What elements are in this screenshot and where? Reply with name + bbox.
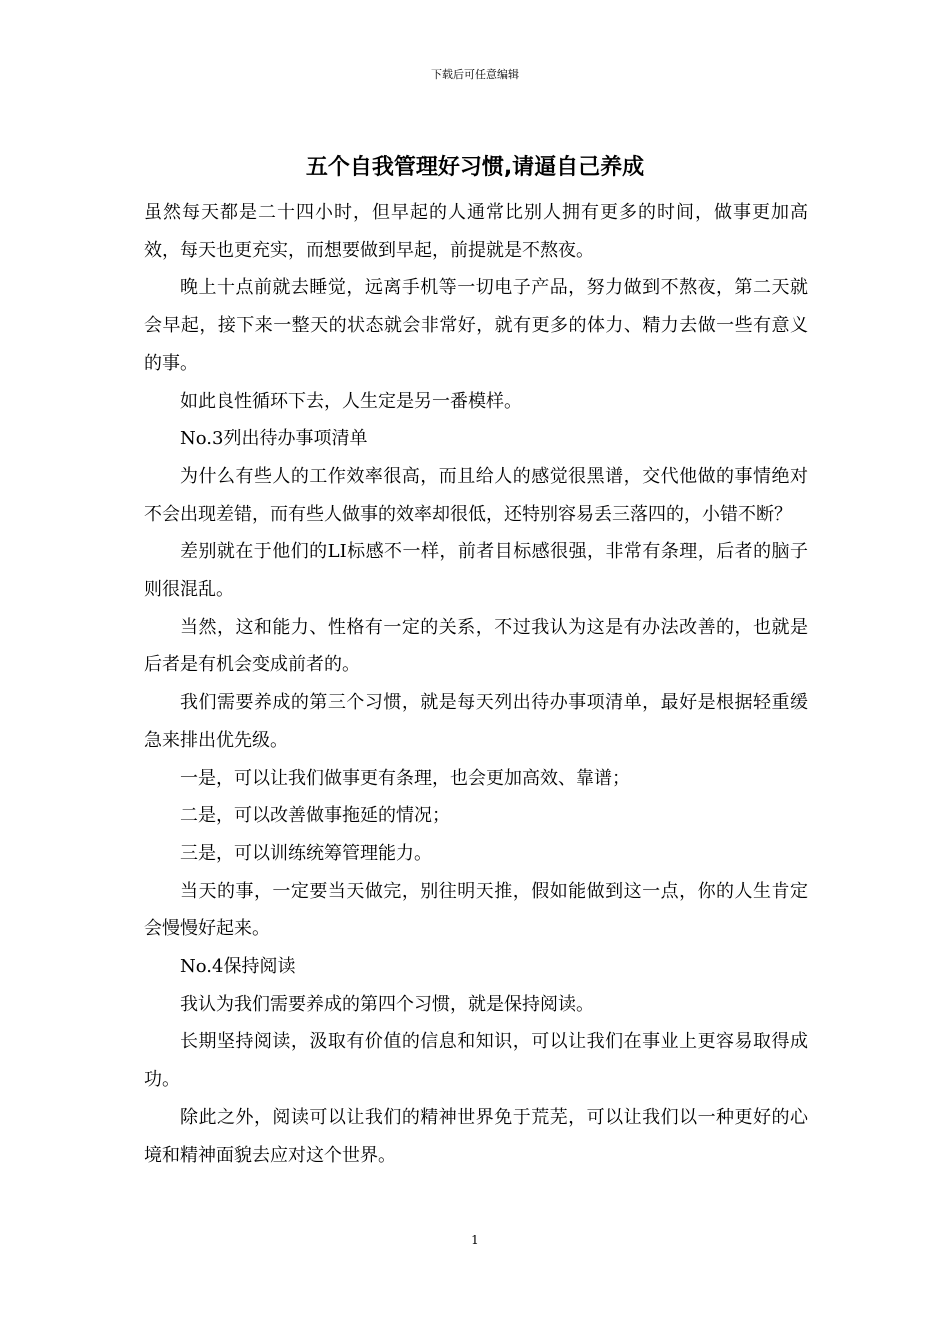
paragraph: 长期坚持阅读，汲取有价值的信息和知识，可以让我们在事业上更容易取得成功。 — [144, 1031, 808, 1091]
paragraph: 当天的事，一定要当天做完，别往明天推，假如能做到这一点，你的人生肯定会慢慢好起来。 — [144, 880, 808, 940]
document-title: 五个自我管理好习惯,请逼自己养成 — [305, 155, 645, 180]
list-item: 三是，可以训练统筹管理能力。 — [180, 842, 432, 864]
page-number: 1 — [471, 1233, 479, 1247]
paragraph: 我认为我们需要养成的第四个习惯，就是保持阅读。 — [180, 993, 594, 1015]
list-item: 一是，可以让我们做事更有条理，也会更加高效、靠谱； — [180, 767, 630, 789]
paragraph: 当然，这和能力、性格有一定的关系，不过我认为这是有办法改善的，也就是后者是有机会变成前者的。 — [144, 616, 808, 676]
section-heading-no4: No.4保持阅读 — [180, 956, 296, 978]
paragraph: 除此之外，阅读可以让我们的精神世界免于荒芜，可以让我们以一种更好的心境和精神面貌去应对这个世界。 — [144, 1106, 808, 1166]
paragraph: 为什么有些人的工作效率很高，而且给人的感觉很黑谱，交代他做的事情绝对不会出现差错，而有些人做事的效率却很低，还特别容易丢三落四的，小错不断？ — [144, 465, 808, 525]
list-item: 二是，可以改善做事拖延的情况； — [180, 805, 450, 827]
paragraph: 虽然每天都是二十四小时，但早起的人通常比别人拥有更多的时间，做事更加高效，每天也更充实，而想要做到早起，前提就是不熬夜。 — [144, 202, 808, 261]
header-note: 下载后可任意编辑 — [431, 68, 519, 81]
section-heading-no3: No.3列出待办事项清单 — [180, 428, 368, 450]
paragraph: 我们需要养成的第三个习惯，就是每天列出待办事项清单，最好是根据轻重缓急来排出优先级。 — [144, 692, 808, 751]
paragraph: 晚上十点前就去睡觉，远离手机等一切电子产品，努力做到不熬夜，第二天就会早起，接下来一整天的状态就会非常好，就有更多的体力、精力去做一些有意义的事。 — [144, 277, 808, 374]
document-body — [144, 194, 808, 1174]
paragraph: 差别就在于他们的LI标感不一样，前者目标感很强，非常有条理，后者的脑子则很混乱。 — [144, 541, 808, 601]
paragraph: 如此良性循环下去，人生定是另一番模样。 — [180, 390, 522, 412]
